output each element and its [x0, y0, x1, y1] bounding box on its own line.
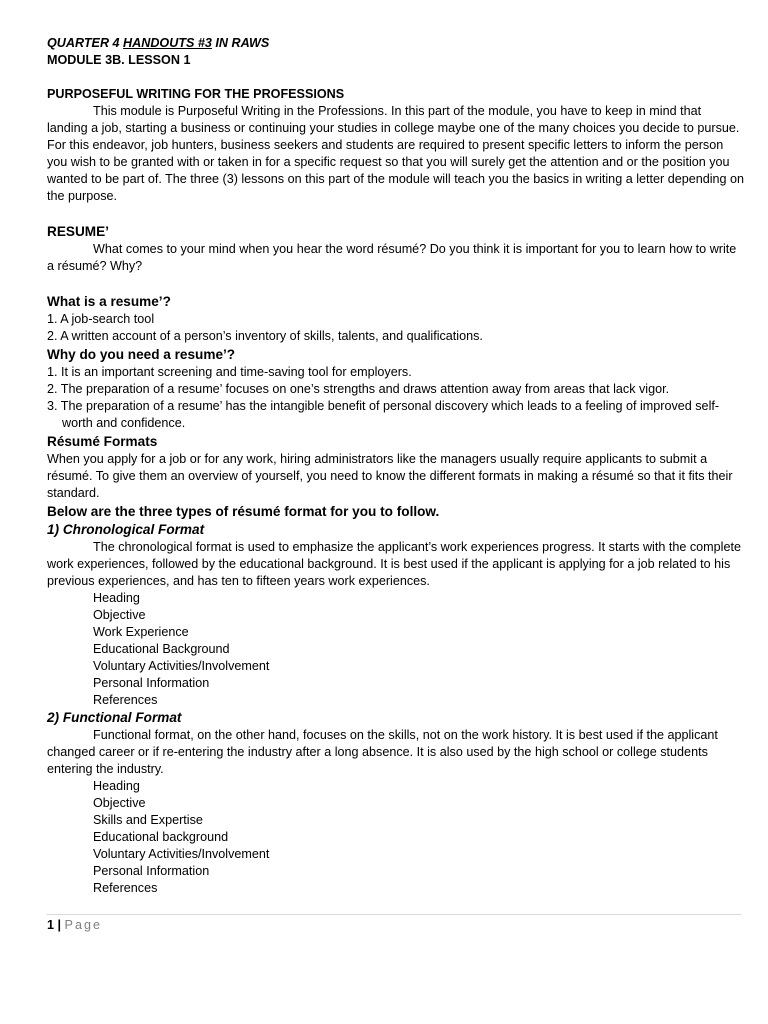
list-item: Voluntary Activities/Involvement: [93, 659, 270, 673]
list-item: 2. The preparation of a resume’ focuses on one’s strengths and draws attention away from areas that lack vigor.: [47, 382, 670, 396]
what-is-list: [47, 311, 745, 345]
resume-paragraph: What comes to your mind when you hear the word résumé? Do you think it is important for you to learn how to write a résumé? Why?: [47, 242, 737, 273]
chronological-list: [47, 590, 745, 709]
list-item: Objective: [93, 796, 146, 810]
functional-list: [47, 778, 745, 897]
list-item: 1. A job-search tool: [47, 312, 155, 326]
handout-title-prefix: QUARTER 4: [47, 36, 124, 50]
list-item: Personal Information: [93, 864, 210, 878]
list-item: Heading: [93, 591, 140, 605]
what-is-heading: What is a resume’?: [47, 294, 171, 309]
document-page: [47, 35, 745, 897]
list-item: 2. A written account of a person’s inventory of skills, talents, and qualifications.: [47, 329, 483, 343]
formats-below: Below are the three types of résumé format for you to follow.: [47, 504, 440, 519]
page-separator: |: [57, 918, 62, 932]
chronological-heading: 1) Chronological Format: [47, 522, 205, 537]
list-item: Personal Information: [93, 676, 210, 690]
handout-title-suffix: IN RAWS: [211, 36, 270, 50]
handout-title: [47, 35, 745, 52]
page-number: 1: [47, 918, 55, 932]
list-item: 1. It is an important screening and time-saving tool for employers.: [47, 365, 412, 379]
chronological-paragraph: The chronological format is used to emphasize the applicant’s work experiences progress. It starts with the complete work experiences, followed by the educational background. It is best used if the applicant is applying for a job related to his previous experiences, and has ten to fifteen years work experiences.: [47, 540, 741, 588]
resume-heading: RESUME’: [47, 224, 109, 239]
list-item: Work Experience: [93, 625, 189, 639]
formats-paragraph: When you apply for a job or for any work, hiring administrators like the managers usually require applicants to submit a résumé. To give them an overview of yourself, you need to know the different formats in making a résumé so that it fits their standard.: [47, 452, 733, 500]
page-footer: [47, 914, 741, 934]
list-item: Objective: [93, 608, 146, 622]
intro-heading: PURPOSEFUL WRITING FOR THE PROFESSIONS: [47, 87, 345, 101]
formats-heading: Résumé Formats: [47, 434, 158, 449]
functional-paragraph: Functional format, on the other hand, focuses on the skills, not on the work history. It is best used if the applicant changed career or if re-entering the industry after a long absence. It is also used by the high school or college students entering the industry.: [47, 728, 718, 776]
why-need-list: [47, 364, 745, 432]
why-need-heading: Why do you need a resume’?: [47, 347, 236, 362]
handout-title-underlined: HANDOUTS #3: [123, 36, 212, 50]
list-item: Voluntary Activities/Involvement: [93, 847, 270, 861]
list-item: Educational Background: [93, 642, 230, 656]
module-lesson-title: MODULE 3B. LESSON 1: [47, 53, 191, 67]
list-item: Educational background: [93, 830, 229, 844]
list-item: References: [93, 693, 158, 707]
intro-paragraph: This module is Purposeful Writing in the Professions. In this part of the module, you have to keep in mind that landing a job, starting a business or continuing your studies in college maybe one of the many choices you decide to pursue. For this endeavor, job hunters, business seekers and students are required to present specific letters to inform the person you wish to be granted with or taken in for a specific request so that you will surely get the attention and or the position you wanted to be part of. The three (3) lessons on this part of the module will teach you the basics in writing a letter depending on the purpose.: [47, 104, 745, 203]
list-item: References: [93, 881, 158, 895]
list-item: 3. The preparation of a resume’ has the intangible benefit of personal discovery which leads to a feeling of improved self-worth and confidence.: [47, 399, 720, 430]
list-item: Skills and Expertise: [93, 813, 203, 827]
list-item: Heading: [93, 779, 140, 793]
page-label: Page: [64, 918, 102, 932]
functional-heading: 2) Functional Format: [47, 710, 182, 725]
